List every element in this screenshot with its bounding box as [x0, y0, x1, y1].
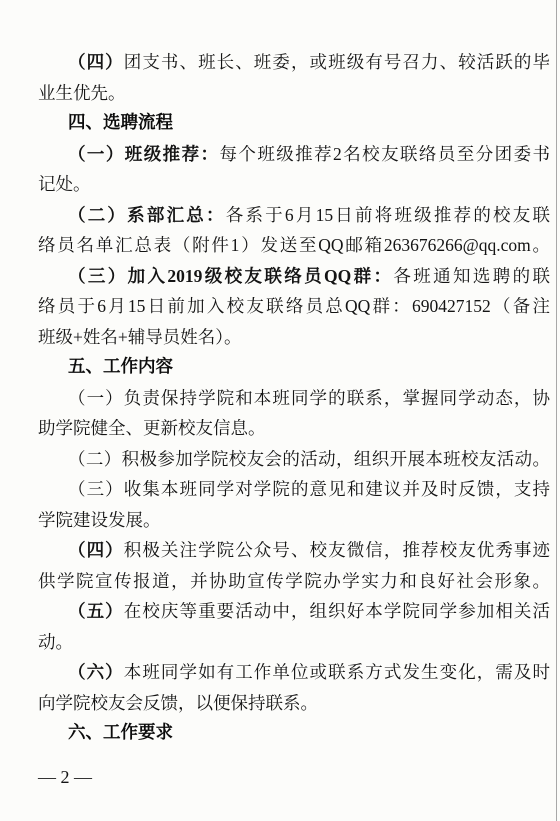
paragraph-join-qq-group — [38, 261, 550, 353]
section-heading-work-content: 五、工作内容 — [68, 357, 173, 377]
item-text: 络员于6月15日前加入校友联络员总QQ群：690427152（备注 — [38, 296, 550, 316]
text-line — [38, 230, 550, 261]
text-line — [38, 322, 550, 353]
text-line — [38, 627, 550, 658]
text-line — [38, 383, 550, 414]
text-line — [38, 688, 550, 719]
item-text: 收集本班同学对学院的意见和建议并及时反馈，支持 — [123, 479, 550, 499]
text-line — [38, 505, 550, 536]
text-line — [38, 200, 550, 231]
item-text: 络员名单汇总表（附件1）发送至QQ邮箱263676266@qq.com。 — [38, 235, 550, 255]
paragraph-department-summary — [38, 200, 550, 261]
paragraph-work-item-1 — [38, 383, 550, 444]
item-label: （一）班级推荐： — [68, 143, 220, 164]
item-text: 积极关注学院公众号、校友微信，推荐校友优秀事迹 — [123, 540, 550, 560]
item-text: 向学院校友会反馈，以便保持联系。 — [38, 692, 318, 713]
item-label: （四） — [68, 540, 124, 560]
item-text: 供学院宣传报道，并协助宣传学院办学实力和良好社会形象。 — [38, 570, 550, 591]
text-line — [38, 78, 550, 109]
text-line — [38, 474, 550, 505]
paragraph-work-item-4 — [38, 535, 550, 596]
item-label: （二）系部汇总： — [68, 204, 226, 225]
text-line — [38, 413, 550, 444]
document-body — [38, 47, 550, 749]
item-label: （六） — [68, 662, 124, 682]
item-label: （二） — [68, 448, 122, 469]
page-number: — 2 — — [38, 767, 92, 787]
text-line — [38, 566, 550, 597]
item-label: （三） — [68, 479, 124, 499]
item-text: 积极参加学院校友会的活动，组织开展本班校友活动。 — [121, 448, 550, 469]
item-text: 各班通知选聘的联 — [393, 265, 550, 286]
item-text: 记处。 — [38, 174, 91, 194]
paragraph-work-item-5 — [38, 596, 550, 657]
item-label: （五） — [68, 601, 124, 621]
paragraph-class-recommendation — [38, 139, 550, 200]
section-heading-selection-process: 四、选聘流程 — [68, 113, 173, 133]
paragraph-work-item-6 — [38, 657, 550, 718]
item-text: 在校庆等重要活动中，组织好本学院同学参加相关活 — [123, 601, 550, 621]
item-text: 本班同学如有工作单位或联系方式发生变化，需及时 — [123, 662, 550, 682]
item-label: （三）加入2019级校友联络员QQ群： — [68, 265, 394, 286]
text-line — [38, 535, 550, 566]
item-text: 团支书、班长、班委，或班级有号召力、较活跃的毕 — [123, 52, 550, 72]
paragraph-intro-item — [38, 47, 550, 108]
text-line — [38, 261, 550, 292]
item-text: 业生优先。 — [38, 82, 126, 103]
item-text: 班级+姓名+辅导员姓名）。 — [38, 326, 242, 347]
text-line — [38, 169, 550, 200]
text-line — [38, 657, 550, 688]
text-line — [38, 444, 550, 475]
item-text: 学院建设发展。 — [38, 509, 161, 530]
item-text: 每个班级推荐2名校友联络员至分团委书 — [219, 143, 550, 164]
item-label: （一） — [68, 387, 124, 408]
text-line — [38, 47, 550, 78]
text-line — [38, 596, 550, 627]
page-edge — [556, 0, 557, 821]
section-heading-work-requirements: 六、工作要求 — [68, 723, 173, 743]
text-line — [38, 139, 550, 170]
paragraph-work-item-2 — [38, 444, 550, 475]
item-text: 助学院健全、更新校友信息。 — [38, 418, 266, 438]
item-text: 动。 — [38, 631, 73, 652]
paragraph-work-item-3 — [38, 474, 550, 535]
item-label: （四） — [68, 52, 124, 72]
item-text: 负责保持学院和本班同学的联系，掌握同学动态，协 — [123, 387, 550, 408]
text-line — [38, 291, 550, 322]
item-text: 各系于6月15日前将班级推荐的校友联 — [225, 204, 550, 225]
